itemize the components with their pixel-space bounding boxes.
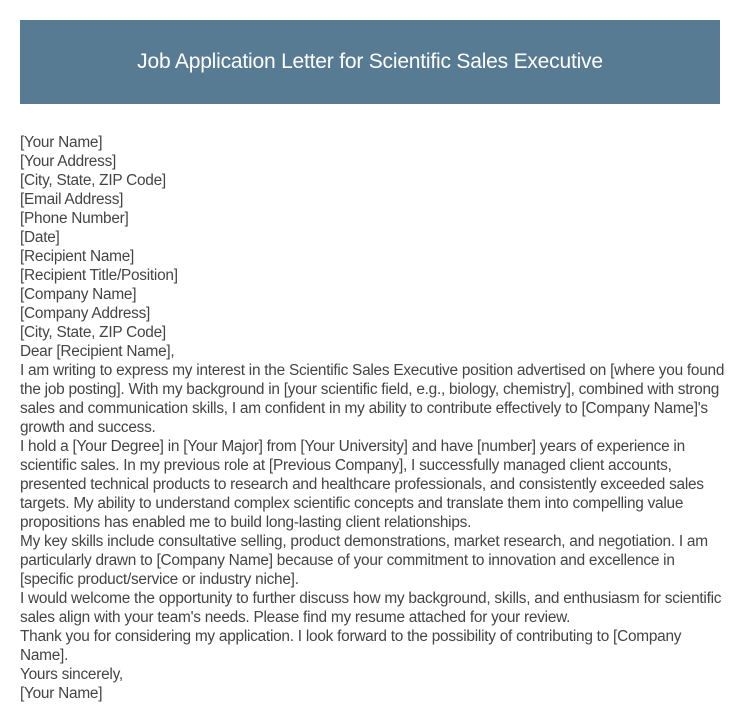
sender-address: [Your Address]	[20, 153, 117, 170]
sender-email: [Email Address]	[20, 191, 124, 208]
paragraph-discussion: I would welcome the opportunity to further discuss how my background, skills, and enthusiasm for scientific sales align with your team's needs. Please find my resume attached for your review.	[20, 590, 722, 626]
recipient-title: [Recipient Title/Position]	[20, 267, 178, 284]
letter-date: [Date]	[20, 229, 60, 246]
closing: Yours sincerely,	[20, 666, 123, 683]
paragraph-thanks: Thank you for considering my application. I look forward to the possibility of contributing to [Company Name].	[20, 628, 682, 664]
letter-body	[20, 133, 725, 703]
page-title: Job Application Letter for Scientific Sales Executive	[137, 50, 603, 73]
sender-city-state-zip: [City, State, ZIP Code]	[20, 172, 166, 189]
signature: [Your Name]	[20, 685, 103, 702]
recipient-company-address: [Company Address]	[20, 305, 151, 322]
paragraph-skills: My key skills include consultative selling, product demonstrations, market research, and negotiation. I am particularly drawn to [Company Name] because of your commitment to innovation and excellence in [specific product/service or industry niche].	[20, 533, 708, 588]
paragraph-intro: I am writing to express my interest in the Scientific Sales Executive position advertised on [where you found the job posting]. With my background in [your scientific field, e.g., biology, chemistry], combined with strong sales and communication skills, I am confident in my ability to contribute effectively to [Company Name]'s growth and success.	[20, 362, 725, 436]
recipient-name: [Recipient Name]	[20, 248, 135, 265]
page-header	[20, 20, 720, 104]
recipient-city-state-zip: [City, State, ZIP Code]	[20, 324, 166, 341]
salutation: Dear [Recipient Name],	[20, 343, 175, 360]
paragraph-experience: I hold a [Your Degree] in [Your Major] from [Your University] and have [number] years of experience in scientific sales. In my previous role at [Previous Company], I successfully managed client accounts, presented technical products to research and healthcare professionals, and consistently exceeded sales targets. My ability to understand complex scientific concepts and translate them into compelling value propositions has enabled me to build long-lasting client relationships.	[20, 438, 704, 531]
recipient-company: [Company Name]	[20, 286, 137, 303]
sender-phone: [Phone Number]	[20, 210, 129, 227]
sender-name: [Your Name]	[20, 134, 103, 151]
